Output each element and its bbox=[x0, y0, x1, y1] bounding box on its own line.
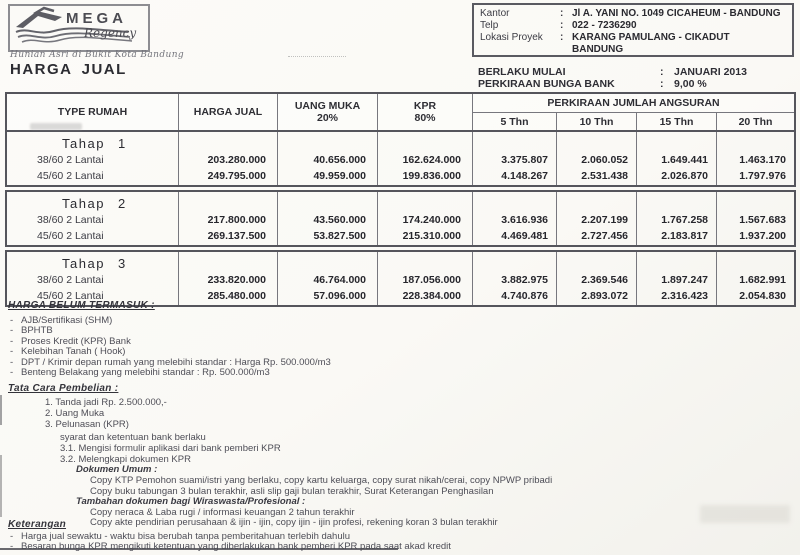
document-line: Copy KTP Pemohon suami/istri yang berlaku, copy kartu keluarga, copy surat nikah/cerai, copy NPWP pribadi bbox=[90, 474, 553, 486]
angsuran-value: 2.026.870 bbox=[661, 170, 708, 182]
purchase-step: 2. Uang Muka bbox=[45, 408, 105, 419]
kpr-value: 199.836.000 bbox=[402, 170, 461, 182]
meta-row-bunga bbox=[478, 78, 747, 90]
list-item: - DPT / Krimir depan rumah yang melebihi standar : Harga Rp. 500.000/m3 bbox=[10, 358, 568, 368]
angsuran-value: 2.054.830 bbox=[739, 290, 786, 302]
purchase-substeps bbox=[60, 433, 728, 465]
purchase-step: 3. Pelunasan (KPR) bbox=[45, 419, 129, 430]
bank-interest-value: 9,00 % bbox=[674, 78, 707, 90]
angsuran-value: 3.375.807 bbox=[501, 154, 548, 166]
logo-brand-sub-text: Regency bbox=[84, 26, 137, 40]
uang-muka-value: 57.096.000 bbox=[313, 290, 366, 302]
house-type: 38/60 2 Lantai bbox=[37, 274, 104, 286]
col-header-kpr: KPR 80% bbox=[378, 94, 473, 130]
purchase-substep: 3.1. Mengisi formulir aplikasi dari bank pemberi KPR bbox=[60, 442, 281, 454]
dokumen-umum-lines bbox=[90, 476, 728, 497]
angsuran-5thn-column bbox=[473, 252, 557, 305]
angsuran-value: 2.316.423 bbox=[661, 290, 708, 302]
col-header-10thn: 10 Thn bbox=[557, 113, 637, 130]
mega-regency-logo-graphic bbox=[10, 6, 144, 46]
dokumen-umum-title: Dokumen Umum : bbox=[76, 464, 158, 476]
table-header bbox=[5, 92, 796, 132]
excluded-items-list bbox=[10, 316, 568, 378]
harga-value: 285.480.000 bbox=[207, 290, 266, 302]
project-location-line1: KARANG PAMULANG - CIKADUT bbox=[572, 32, 730, 43]
angsuran-15thn-column bbox=[637, 132, 717, 185]
angsuran-15thn-column bbox=[637, 192, 717, 245]
colon: : bbox=[560, 32, 564, 43]
table-group-tahap-3 bbox=[5, 250, 796, 307]
uang-muka-column bbox=[278, 132, 378, 185]
type-column bbox=[7, 132, 179, 185]
col-header-angsuran-group bbox=[473, 94, 794, 130]
angsuran-5thn-column bbox=[473, 192, 557, 245]
col-header-5thn: 5 Thn bbox=[473, 113, 557, 130]
section-harga-belum-termasuk bbox=[8, 300, 568, 378]
table-group-tahap-2 bbox=[5, 190, 796, 247]
purchase-substep: 3.2. Melengkapi dokumen KPR bbox=[60, 453, 191, 465]
angsuran-value: 2.893.072 bbox=[581, 290, 628, 302]
angsuran-value: 4.148.267 bbox=[501, 170, 548, 182]
house-type: 38/60 2 Lantai bbox=[37, 154, 104, 166]
kpr-column bbox=[378, 192, 473, 245]
angsuran-value: 2.531.438 bbox=[581, 170, 628, 182]
angsuran-20thn-column bbox=[717, 192, 794, 245]
logo bbox=[8, 4, 150, 52]
uang-muka-value: 46.764.000 bbox=[313, 274, 366, 286]
office-label: Telp bbox=[480, 20, 499, 31]
scan-artifact bbox=[30, 123, 82, 130]
document-line: Copy buku tabungan 3 bulan terakhir, asli slip gaji bulan terakhir, Surat Keterangan Penghasilan bbox=[90, 485, 494, 497]
kpr-value: 174.240.000 bbox=[402, 214, 461, 226]
colon: : bbox=[660, 78, 664, 90]
angsuran-value: 1.567.683 bbox=[739, 214, 786, 226]
angsuran-value: 1.937.200 bbox=[739, 230, 786, 242]
scan-artifact bbox=[0, 455, 2, 517]
office-row-lokasi bbox=[480, 32, 786, 56]
list-item: - Benteng Belakang yang melebihi standar : Rp. 500.000/m3 bbox=[10, 368, 568, 378]
section-title: HARGA BELUM TERMASUK : bbox=[8, 300, 155, 311]
harga-value: 203.280.000 bbox=[207, 154, 266, 166]
angsuran-15thn-column bbox=[637, 252, 717, 305]
angsuran-value: 2.727.456 bbox=[581, 230, 628, 242]
valid-from-value: JANUARI 2013 bbox=[674, 66, 747, 78]
col-header-type-rumah: TYPE RUMAH bbox=[7, 94, 179, 130]
office-label: Kantor bbox=[480, 8, 510, 19]
project-location bbox=[572, 32, 730, 56]
angsuran-value: 4.740.876 bbox=[501, 290, 548, 302]
office-info-box bbox=[472, 3, 794, 57]
col-header-uang-muka: UANG MUKA 20% bbox=[278, 94, 378, 130]
harga-column bbox=[179, 132, 278, 185]
kpr-value: 215.310.000 bbox=[402, 230, 461, 242]
list-item: - BPHTB bbox=[10, 326, 568, 336]
list-item: - Besaran bunga KPR mengikuti ketentuan yang diberlakukan bank pemberi KPR pada saat akad kredit bbox=[10, 542, 648, 552]
scan-bottom-edge-line bbox=[0, 548, 398, 550]
harga-column bbox=[179, 192, 278, 245]
angsuran-value: 2.183.817 bbox=[661, 230, 708, 242]
angsuran-value: 2.207.199 bbox=[581, 214, 628, 226]
type-column bbox=[7, 192, 179, 245]
group-name: Tahap 2 bbox=[62, 196, 127, 211]
logo-tagline: Hunian Asri di Bukit Kota Bandung bbox=[10, 50, 185, 60]
harga-column bbox=[179, 252, 278, 305]
uang-muka-value: 40.656.000 bbox=[313, 154, 366, 166]
harga-value: 269.137.500 bbox=[207, 230, 266, 242]
kpr-column bbox=[378, 252, 473, 305]
col-header-20thn: 20 Thn bbox=[738, 115, 773, 128]
office-row-kantor bbox=[480, 8, 786, 20]
house-type: 38/60 2 Lantai bbox=[37, 214, 104, 226]
angsuran-value: 3.616.936 bbox=[501, 214, 548, 226]
scan-artifact bbox=[0, 395, 2, 425]
project-location-line2: BANDUNG bbox=[572, 44, 624, 55]
kpr-value: 187.056.000 bbox=[402, 274, 461, 286]
group-name: Tahap 3 bbox=[62, 256, 127, 271]
table-group-tahap-1 bbox=[5, 132, 796, 187]
angsuran-group-title: PERKIRAAN JUMLAH ANGSURAN bbox=[473, 94, 794, 113]
angsuran-10thn-column bbox=[557, 132, 637, 185]
meta-row-berlaku bbox=[478, 66, 747, 78]
list-item: - Harga jual sewaktu - waktu bisa berubah tanpa pemberitahuan terlebih dahulu bbox=[10, 532, 648, 542]
roof-icon bbox=[16, 11, 62, 28]
house-type: 45/60 2 Lantai bbox=[37, 230, 104, 242]
colon: : bbox=[560, 20, 564, 31]
colon: : bbox=[660, 66, 664, 78]
angsuran-value: 1.797.976 bbox=[739, 170, 786, 182]
tambahan-dokumen-title: Tambahan dokumen bagi Wiraswasta/Profesional : bbox=[76, 496, 306, 508]
meta-label: PERKIRAAN BUNGA BANK bbox=[478, 78, 615, 90]
angsuran-term-headers bbox=[473, 113, 794, 130]
angsuran-value: 2.060.052 bbox=[581, 154, 628, 166]
list-item: - Proses Kredit (KPR) Bank bbox=[10, 337, 568, 347]
col-header-15thn: 15 Thn bbox=[637, 113, 717, 130]
angsuran-5thn-column bbox=[473, 132, 557, 185]
purchase-steps bbox=[45, 397, 728, 430]
harga-value: 249.795.000 bbox=[207, 170, 266, 182]
document-line: Copy neraca & Laba rugi / informasi keuangan 2 tahun terakhir bbox=[90, 506, 355, 518]
angsuran-value: 1.649.441 bbox=[661, 154, 708, 166]
office-phone: 022 - 7236290 bbox=[572, 20, 637, 31]
page-title: HARGA JUAL bbox=[10, 61, 127, 78]
uang-muka-value: 43.560.000 bbox=[313, 214, 366, 226]
col-header-harga-jual: HARGA JUAL bbox=[179, 94, 278, 130]
angsuran-value: 3.882.975 bbox=[501, 274, 548, 286]
office-address: Jl A. YANI NO. 1049 CICAHEUM - BANDUNG bbox=[572, 8, 781, 19]
section-title: Tata Cara Pembelian : bbox=[8, 383, 119, 394]
type-column bbox=[7, 252, 179, 305]
kpr-value: 228.384.000 bbox=[402, 290, 461, 302]
scan-artifact bbox=[700, 505, 790, 523]
uang-muka-column bbox=[278, 252, 378, 305]
bank-terms-note: syarat dan ketentuan bank berlaku bbox=[60, 432, 206, 443]
house-type: 45/60 2 Lantai bbox=[37, 290, 104, 302]
group-name: Tahap 1 bbox=[62, 136, 127, 151]
uang-muka-column bbox=[278, 192, 378, 245]
section-tata-cara-pembelian bbox=[8, 383, 728, 529]
meta-label: BERLAKU MULAI bbox=[478, 66, 566, 78]
angsuran-20thn-column bbox=[717, 132, 794, 185]
angsuran-value: 1.682.991 bbox=[739, 274, 786, 286]
logo-brand-text: MEGA bbox=[66, 10, 127, 27]
angsuran-10thn-column bbox=[557, 192, 637, 245]
harga-value: 217.800.000 bbox=[207, 214, 266, 226]
uang-muka-value: 53.827.500 bbox=[313, 230, 366, 242]
scan-artifact bbox=[288, 56, 346, 57]
angsuran-value: 1.767.258 bbox=[661, 214, 708, 226]
list-item: - AJB/Sertifikasi (SHM) bbox=[10, 316, 568, 326]
angsuran-10thn-column bbox=[557, 252, 637, 305]
angsuran-value: 1.897.247 bbox=[661, 274, 708, 286]
house-type: 45/60 2 Lantai bbox=[37, 170, 104, 182]
price-table bbox=[5, 92, 796, 307]
office-row-telp bbox=[480, 20, 786, 32]
angsuran-value: 2.369.546 bbox=[581, 274, 628, 286]
purchase-step: 1. Tanda jadi Rp. 2.500.000,- bbox=[45, 397, 167, 408]
kpr-value: 162.624.000 bbox=[402, 154, 461, 166]
section-title: Keterangan bbox=[8, 519, 67, 530]
angsuran-20thn-column bbox=[717, 252, 794, 305]
uang-muka-value: 49.959.000 bbox=[313, 170, 366, 182]
harga-value: 233.820.000 bbox=[207, 274, 266, 286]
document-line: Copy akte pendirian perusahaan & ijin - ijin, copy ijin - ijin profesi, rekening koran 3 bulan terakhir bbox=[90, 517, 498, 529]
kpr-column bbox=[378, 132, 473, 185]
validity-meta bbox=[478, 66, 747, 90]
angsuran-value: 4.469.481 bbox=[501, 230, 548, 242]
list-item: - Kelebihan Tanah ( Hook) bbox=[10, 347, 568, 357]
angsuran-value: 1.463.170 bbox=[739, 154, 786, 166]
colon: : bbox=[560, 8, 564, 19]
office-label: Lokasi Proyek bbox=[480, 32, 543, 43]
